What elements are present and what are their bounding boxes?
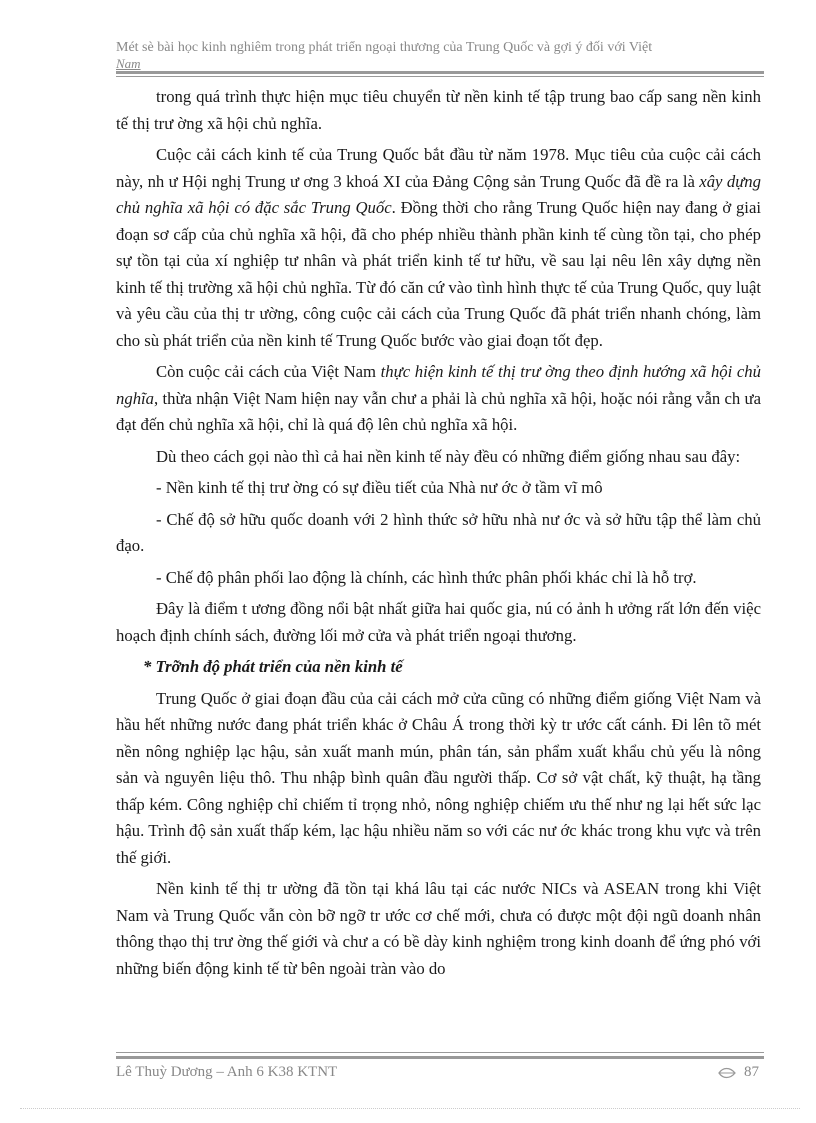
footer-rule-thick [116, 1056, 764, 1059]
paragraph: Cuộc cải cách kinh tế của Trung Quốc bắt đầu từ năm 1978. Mục tiêu của cuộc cải cách này, nh ư Hội nghị Trung ư ơng 3 khoá XI của Đảng Cộng sản Trung Quốc đã đề ra là xây dựng chủ nghĩa xã hội có đặc sắc Trung Quốc. Đồng thời cho rằng Trung Quốc hiện nay đang ở giai đoạn sơ cấp của chủ nghĩa xã hội, đã cho phép nhiều thành phần kinh tế cùng tồn tại, cho phép sự tồn tại của xí nghiệp tư nhân và phát triển kinh tế tư hữu, về sau lại nêu lên xây dựng nền kinh tế thị trường xã hội chủ nghĩa. Từ đó căn cứ vào tình hình thực tế của Trung Quốc, quy luật và yêu cầu của thị tr ường, công cuộc cải cách của Trung Quốc đã phát triển nhanh chóng, làm cho sù phát triển của nền kinh tế Trung Quốc bước vào giai đoạn tốt đẹp. [116, 145, 761, 350]
paragraph: Trung Quốc ở giai đoạn đầu của cải cách mở cửa cũng có những điểm giống Việt Nam và hầu hết những nước đang phát triển khác ở Châu Á trong thời kỳ tr ước cất cánh. Đi lên tõ mét nền nông nghiệp lạc hậu, sản xuất manh mún, phân tán, sản phẩm xuất khẩu chủ yếu là nông sản và nguyên liệu thô. Thu nhập bình quân đầu người thấp. Cơ sở vật chất, kỹ thuật, hạ tầng thấp kém. Công nghiệp chỉ chiếm tỉ trọng nhỏ, nông nghiệp chiếm ưu thế như ng lại hết sức lạc hậu. Trình độ sản xuất thấp kém, lạc hậu nhiều năm so với các nư ớc khác trong khu vực và trên thế giới. [116, 688, 761, 867]
list-item: - Chế độ sở hữu quốc doanh với 2 hình thức sở hữu nhà nư ớc và sở hữu tập thể làm chủ đạo. [116, 509, 761, 555]
running-header-title: Mét sè bài học kinh nghiêm trong phát triển ngoại thương của Trung Quốc và gợi ý đối với Việt [116, 40, 653, 55]
footer-page [718, 1064, 759, 1081]
footer-rule-thin [116, 1052, 764, 1053]
header-rule-thin [116, 76, 764, 77]
leaf-icon [718, 1067, 736, 1079]
footer-author: Lê Thuỳ Dương – Anh 6 K38 KTNT [116, 1064, 338, 1080]
page-number: 87 [744, 1064, 759, 1080]
paragraph: Còn cuộc cải cách của Việt Nam thực hiện kinh tế thị trư ờng theo định hướng xã hội chủ nghĩa, thừa nhận Việt Nam hiện nay vẫn chư a phải là chủ nghĩa xã hội, hoặc nói rằng vẫn ch ưa đạt đến chủ nghĩa xã hội, chỉ là quá độ lên chủ nghĩa xã hội. [116, 362, 761, 434]
page-edge-divider [20, 1108, 800, 1109]
running-header-title-continued: Nam [116, 56, 141, 71]
section-heading: * Trỡnh độ phát triển của nền kinh tế [143, 657, 403, 676]
paragraph: Dù theo cách gọi nào thì cả hai nền kinh tế này đều có những điểm giống nhau sau đây: [156, 446, 741, 466]
list-item: - Nền kinh tế thị trư ờng có sự điều tiết của Nhà nư ớc ở tầm vĩ mô [156, 478, 603, 497]
body-text [116, 84, 761, 987]
list-item: - Chế độ phân phối lao động là chính, các hình thức phân phối khác chỉ là hỗ trợ. [156, 567, 697, 587]
paragraph: Nền kinh tế thị tr ường đã tồn tại khá lâu tại các nước NICs và ASEAN trong khi Việt Nam và Trung Quốc vẫn còn bỡ ngỡ tr ước cơ chế mới, chưa có được một đội ngũ doanh nhân thông thạo thị trư ờng thế giới và chư a có bề dày kinh nghiệm trong kinh doanh để ứng phó với những biến động kinh tế từ bên ngoài tràn vào do [116, 879, 761, 978]
header-rule-thick [116, 71, 764, 74]
paragraph: Đây là điểm t ương đồng nổi bật nhất giữa hai quốc gia, nú có ảnh h ưởng rất lớn đến việc hoạch định chính sách, đường lối mở cửa và phát triển ngoại thương. [116, 599, 761, 645]
paragraph: trong quá trình thực hiện mục tiêu chuyển từ nền kinh tế tập trung bao cấp sang nền kinh tế thị trư ờng xã hội chủ nghĩa. [116, 87, 761, 133]
